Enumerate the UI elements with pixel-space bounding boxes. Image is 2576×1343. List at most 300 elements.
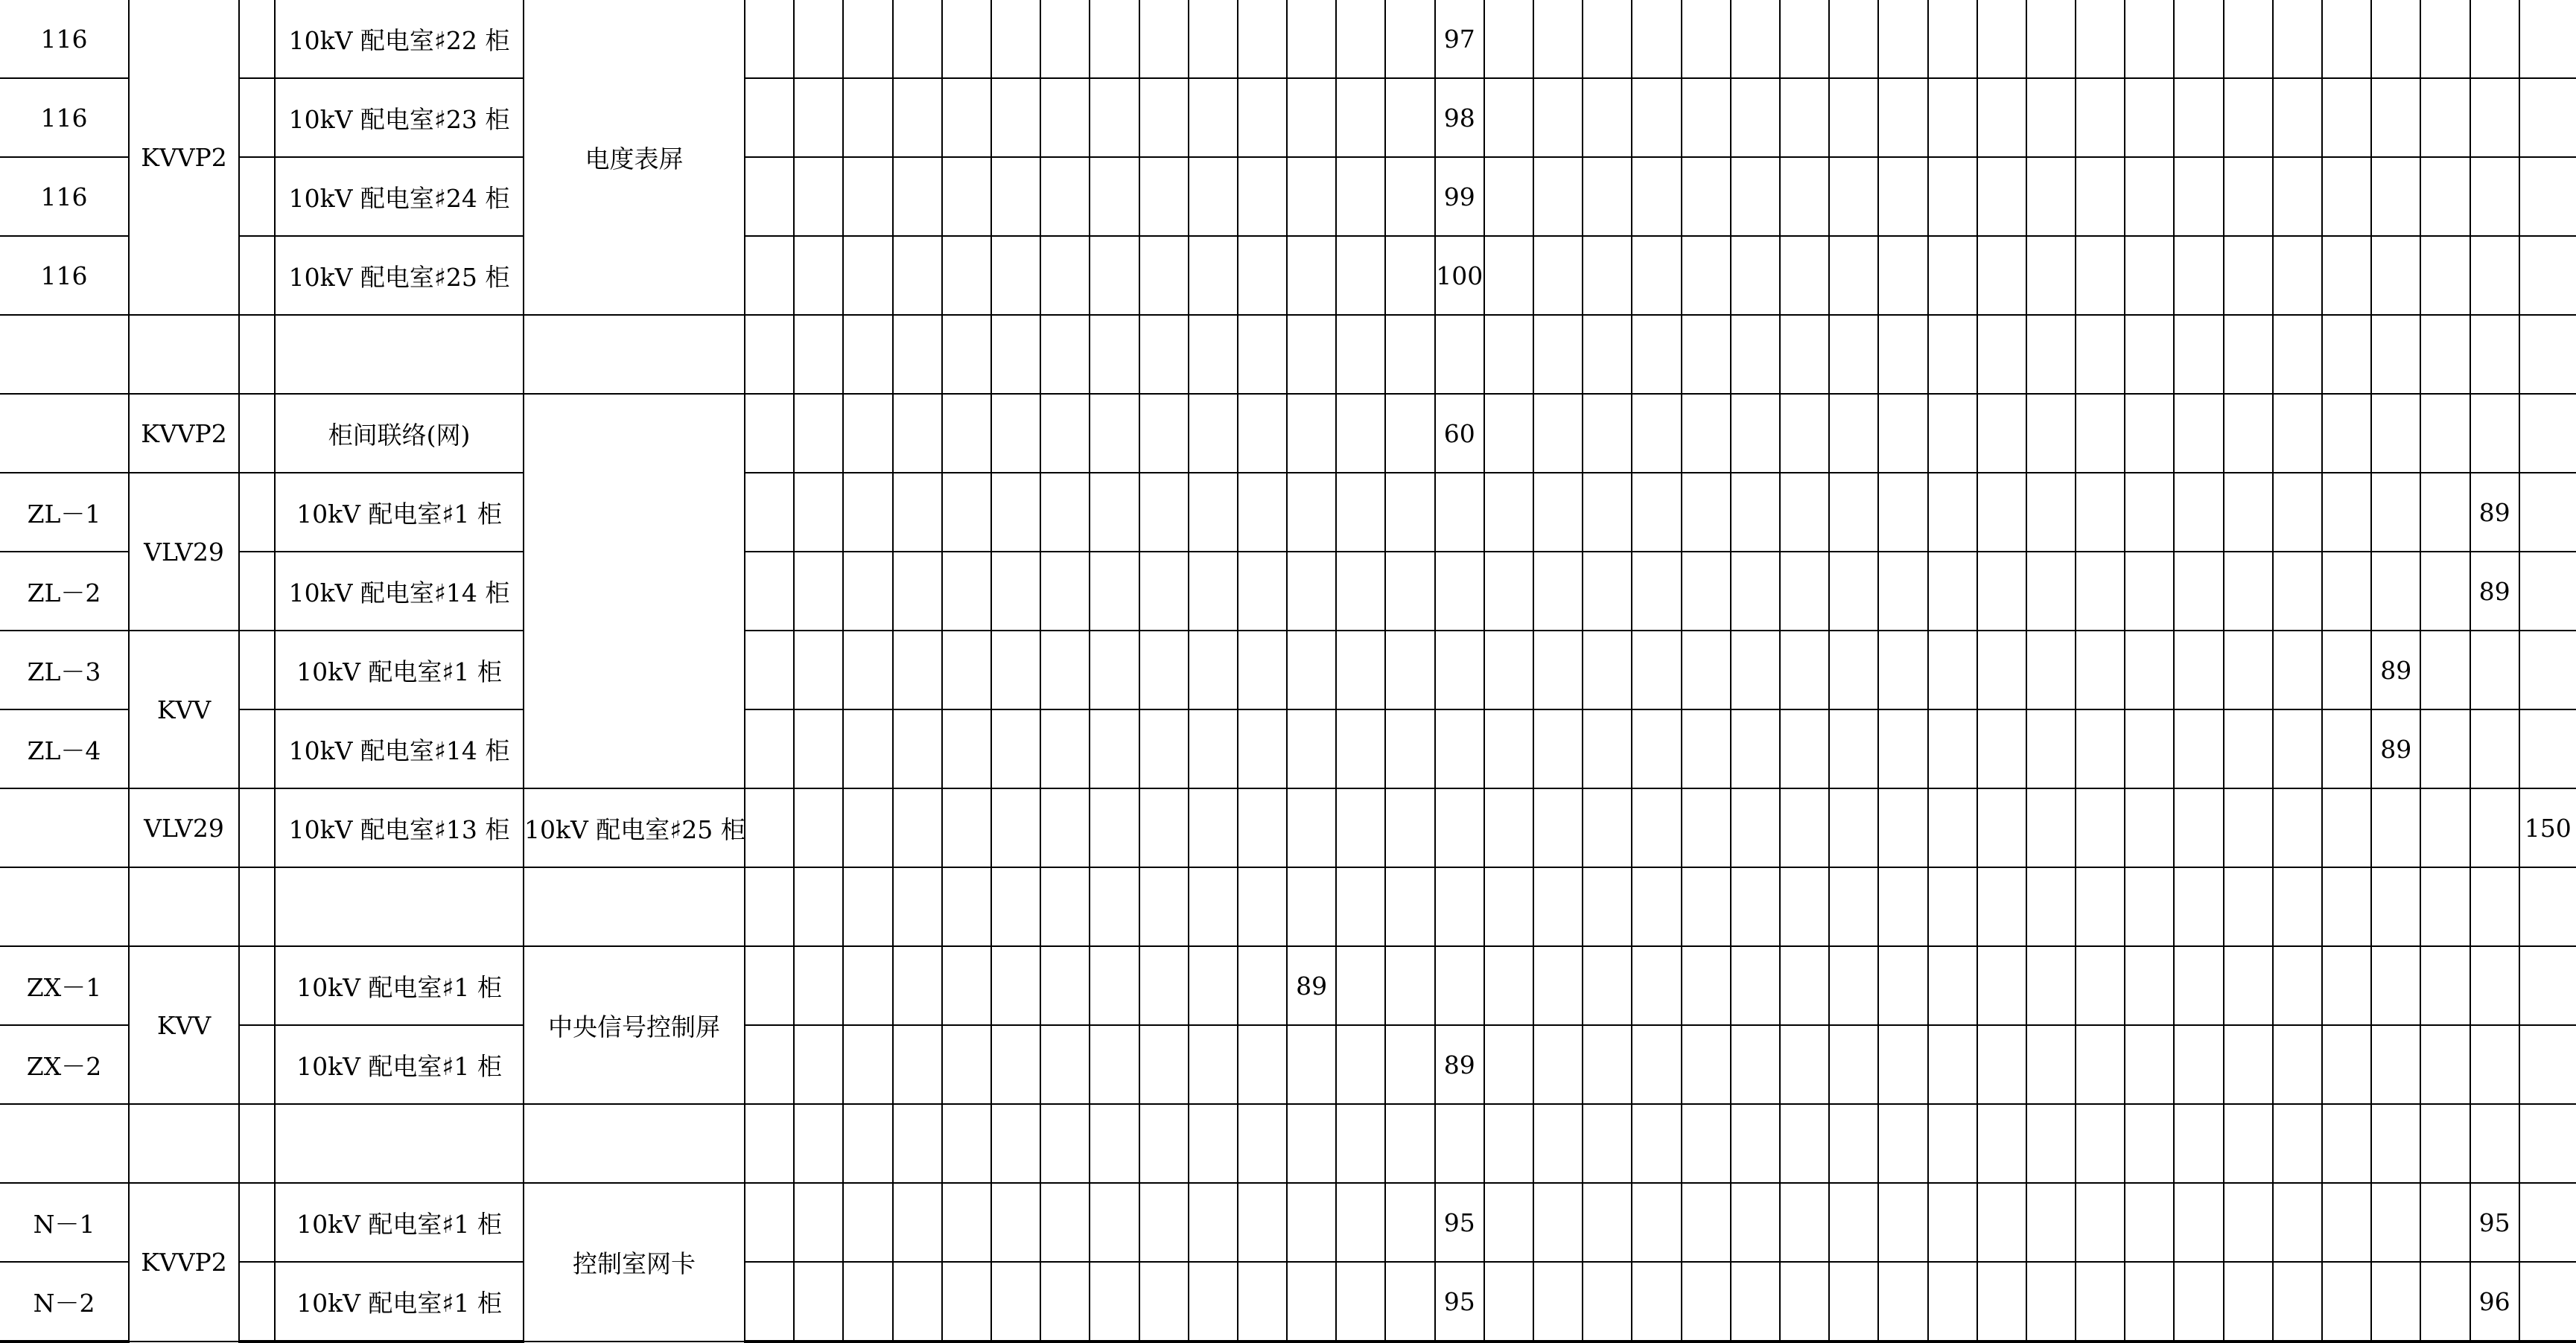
value-cell [1435, 552, 1484, 631]
value-cell [991, 1104, 1040, 1183]
value-cell [1385, 78, 1434, 157]
value-cell [1139, 157, 1189, 236]
from-cell: 10kV 配电室♯1 柜 [275, 631, 524, 709]
value-cell [1583, 552, 1632, 631]
value-cell [745, 473, 794, 552]
value-cell [2420, 631, 2470, 709]
value-cell [2174, 552, 2223, 631]
value-cell [2420, 157, 2470, 236]
value-cell [1977, 315, 2026, 394]
value-cell [2174, 473, 2223, 552]
value-cell [1336, 0, 1385, 78]
value-cell [2174, 0, 2223, 78]
from-cell: 10kV 配电室♯1 柜 [275, 946, 524, 1025]
value-cell [1040, 1025, 1090, 1104]
table-row [0, 946, 2576, 1025]
value-cell [2420, 788, 2470, 867]
value-cell [2519, 1025, 2576, 1104]
value-cell [1533, 473, 1583, 552]
value-cell [1385, 1025, 1434, 1104]
value-cell [1632, 788, 1681, 867]
value-cell [2125, 78, 2174, 157]
value-cell [2420, 1025, 2470, 1104]
value-cell [2470, 157, 2519, 236]
value-cell [745, 394, 794, 473]
value-cell [2174, 78, 2223, 157]
value-cell [843, 788, 892, 867]
to-cell: 控制室网卡 [524, 1183, 745, 1342]
length-value-cell: 95 [1435, 1183, 1484, 1262]
value-cell [1682, 157, 1731, 236]
value-cell [942, 78, 991, 157]
value-cell [2519, 946, 2576, 1025]
value-cell [2026, 1262, 2076, 1342]
value-cell [794, 78, 843, 157]
value-cell [942, 236, 991, 315]
value-cell [1878, 552, 1927, 631]
value-cell [2420, 315, 2470, 394]
value-cell [2371, 1104, 2420, 1183]
value-cell [1189, 552, 1238, 631]
value-cell [1533, 0, 1583, 78]
value-cell [1139, 1262, 1189, 1342]
value-cell [1928, 473, 1977, 552]
value-cell [1977, 1104, 2026, 1183]
blank-cell [239, 157, 275, 236]
value-cell [2322, 867, 2371, 946]
value-cell [2470, 1104, 2519, 1183]
value-cell [1090, 1104, 1139, 1183]
value-cell [843, 394, 892, 473]
value-cell [1385, 552, 1434, 631]
value-cell [2519, 473, 2576, 552]
cable-type-cell: KVVP2 [129, 1183, 239, 1342]
value-cell [1336, 157, 1385, 236]
value-cell [1928, 709, 1977, 788]
value-cell [1780, 78, 1829, 157]
value-cell [2470, 709, 2519, 788]
value-cell [1780, 788, 1829, 867]
value-cell [2519, 631, 2576, 709]
value-cell [1829, 1183, 1878, 1262]
value-cell [1632, 1104, 1681, 1183]
value-cell [1583, 394, 1632, 473]
value-cell [1829, 867, 1878, 946]
value-cell [1731, 315, 1780, 394]
value-cell [2174, 788, 2223, 867]
value-cell [1484, 1262, 1533, 1342]
value-cell [1977, 709, 2026, 788]
value-cell [1780, 1025, 1829, 1104]
value-cell [2026, 473, 2076, 552]
value-cell [1533, 867, 1583, 946]
value-cell [893, 315, 942, 394]
value-cell [1189, 473, 1238, 552]
value-cell [2420, 867, 2470, 946]
value-cell [1928, 1104, 1977, 1183]
value-cell [1878, 315, 1927, 394]
value-cell [1829, 394, 1878, 473]
value-cell [745, 1104, 794, 1183]
value-cell [1731, 552, 1780, 631]
value-cell [1977, 788, 2026, 867]
value-cell [1731, 709, 1780, 788]
length-value-cell: 150 [2519, 788, 2576, 867]
length-value-cell: 100 [1435, 236, 1484, 315]
value-cell [2125, 709, 2174, 788]
value-cell [1040, 946, 1090, 1025]
value-cell [1238, 788, 1287, 867]
value-cell [1336, 788, 1385, 867]
value-cell [794, 157, 843, 236]
value-cell [1287, 552, 1336, 631]
value-cell [1090, 1025, 1139, 1104]
value-cell [1189, 315, 1238, 394]
to-cell [524, 315, 745, 394]
value-cell [1385, 788, 1434, 867]
value-cell [1139, 1025, 1189, 1104]
value-cell [1829, 78, 1878, 157]
value-cell [1878, 157, 1927, 236]
length-value-cell: 89 [2470, 552, 2519, 631]
value-cell [1336, 315, 1385, 394]
value-cell [2174, 867, 2223, 946]
blank-cell [239, 78, 275, 157]
cable-no-cell: ZL－2 [0, 552, 129, 631]
value-cell [991, 631, 1040, 709]
value-cell [2224, 473, 2273, 552]
value-cell [1287, 1183, 1336, 1262]
value-cell [2174, 236, 2223, 315]
value-cell [1928, 788, 1977, 867]
value-cell [1731, 788, 1780, 867]
value-cell [1385, 631, 1434, 709]
value-cell [1682, 236, 1731, 315]
value-cell [1484, 78, 1533, 157]
value-cell [1731, 1104, 1780, 1183]
value-cell [1583, 78, 1632, 157]
value-cell [1385, 473, 1434, 552]
value-cell [1928, 394, 1977, 473]
value-cell [2322, 473, 2371, 552]
value-cell [1090, 1183, 1139, 1262]
value-cell [2322, 1025, 2371, 1104]
value-cell [2076, 1104, 2125, 1183]
blank-cell [239, 946, 275, 1025]
value-cell [2224, 788, 2273, 867]
value-cell [1090, 631, 1139, 709]
value-cell [1731, 157, 1780, 236]
length-value-cell: 98 [1435, 78, 1484, 157]
value-cell [843, 1262, 892, 1342]
value-cell [745, 0, 794, 78]
value-cell [2322, 1183, 2371, 1262]
blank-cell [239, 631, 275, 709]
value-cell [1336, 946, 1385, 1025]
value-cell [1632, 552, 1681, 631]
value-cell [2273, 552, 2322, 631]
value-cell [1336, 867, 1385, 946]
table-row [0, 1183, 2576, 1262]
value-cell [843, 1104, 892, 1183]
blank-cell [239, 473, 275, 552]
value-cell [2519, 1262, 2576, 1342]
value-cell [1977, 394, 2026, 473]
value-cell [1040, 0, 1090, 78]
value-cell [2076, 394, 2125, 473]
value-cell [1583, 157, 1632, 236]
value-cell [2322, 315, 2371, 394]
value-cell [1533, 1025, 1583, 1104]
value-cell [1336, 473, 1385, 552]
value-cell [1287, 631, 1336, 709]
value-cell [893, 946, 942, 1025]
value-cell [1090, 0, 1139, 78]
value-cell [745, 946, 794, 1025]
value-cell [2519, 394, 2576, 473]
value-cell [1977, 78, 2026, 157]
value-cell [1484, 946, 1533, 1025]
value-cell [1189, 0, 1238, 78]
value-cell [2026, 1104, 2076, 1183]
value-cell [1090, 867, 1139, 946]
value-cell [1533, 157, 1583, 236]
value-cell [843, 946, 892, 1025]
value-cell [2026, 631, 2076, 709]
value-cell [745, 315, 794, 394]
value-cell [1287, 1104, 1336, 1183]
value-cell [1632, 867, 1681, 946]
value-cell [893, 394, 942, 473]
value-cell [1682, 867, 1731, 946]
value-cell [2273, 1025, 2322, 1104]
value-cell [1632, 1025, 1681, 1104]
value-cell [745, 1025, 794, 1104]
value-cell [2174, 709, 2223, 788]
value-cell [1435, 631, 1484, 709]
value-cell [1484, 473, 1533, 552]
value-cell [2224, 946, 2273, 1025]
cable-type-cell: KVV [129, 946, 239, 1104]
value-cell [2174, 157, 2223, 236]
value-cell [1928, 552, 1977, 631]
cable-no-cell: 116 [0, 0, 129, 78]
value-cell [1682, 552, 1731, 631]
value-cell [893, 631, 942, 709]
value-cell [1682, 788, 1731, 867]
value-cell [2125, 788, 2174, 867]
value-cell [2519, 709, 2576, 788]
blank-cell [239, 1025, 275, 1104]
value-cell [2224, 78, 2273, 157]
value-cell [1780, 552, 1829, 631]
value-cell [2371, 1262, 2420, 1342]
value-cell [2371, 394, 2420, 473]
value-cell [1878, 867, 1927, 946]
value-cell [794, 1104, 843, 1183]
value-cell [2076, 315, 2125, 394]
value-cell [745, 78, 794, 157]
value-cell [794, 315, 843, 394]
length-value-cell: 89 [2371, 631, 2420, 709]
value-cell [1189, 1104, 1238, 1183]
value-cell [1336, 394, 1385, 473]
value-cell [2371, 1025, 2420, 1104]
cable-no-cell [0, 867, 129, 946]
value-cell [1977, 867, 2026, 946]
value-cell [2125, 1183, 2174, 1262]
table-row [0, 394, 2576, 473]
value-cell [1878, 946, 1927, 1025]
value-cell [1682, 315, 1731, 394]
value-cell [1189, 157, 1238, 236]
value-cell [843, 78, 892, 157]
value-cell [1533, 236, 1583, 315]
value-cell [1484, 1183, 1533, 1262]
value-cell [1238, 1183, 1287, 1262]
from-cell: 10kV 配电室♯25 柜 [275, 236, 524, 315]
from-cell: 柜间联络(网) [275, 394, 524, 473]
value-cell [893, 1025, 942, 1104]
to-cell: 电度表屏 [524, 0, 745, 315]
value-cell [1829, 315, 1878, 394]
value-cell [1731, 473, 1780, 552]
value-cell [1533, 1104, 1583, 1183]
value-cell [1829, 552, 1878, 631]
value-cell [1484, 394, 1533, 473]
value-cell [1336, 78, 1385, 157]
value-cell [2273, 78, 2322, 157]
value-cell [893, 788, 942, 867]
table-row [0, 867, 2576, 946]
value-cell [1090, 78, 1139, 157]
value-cell [2076, 631, 2125, 709]
value-cell [1385, 709, 1434, 788]
value-cell [1583, 946, 1632, 1025]
value-cell [1878, 473, 1927, 552]
value-cell [1533, 394, 1583, 473]
value-cell [2224, 1104, 2273, 1183]
value-cell [1189, 1025, 1238, 1104]
value-cell [1287, 157, 1336, 236]
value-cell [1829, 1262, 1878, 1342]
value-cell [2224, 394, 2273, 473]
value-cell [2174, 631, 2223, 709]
value-cell [1385, 1183, 1434, 1262]
from-cell: 10kV 配电室♯24 柜 [275, 157, 524, 236]
value-cell [1287, 788, 1336, 867]
value-cell [1040, 394, 1090, 473]
value-cell [1189, 394, 1238, 473]
value-cell [1139, 394, 1189, 473]
value-cell [1928, 315, 1977, 394]
value-cell [942, 552, 991, 631]
value-cell [2322, 788, 2371, 867]
value-cell [1484, 0, 1533, 78]
value-cell [991, 1025, 1040, 1104]
value-cell [1385, 394, 1434, 473]
blank-cell [239, 236, 275, 315]
value-cell [2519, 78, 2576, 157]
value-cell [2371, 0, 2420, 78]
value-cell [1040, 1183, 1090, 1262]
from-cell [275, 315, 524, 394]
value-cell [1878, 1183, 1927, 1262]
value-cell [1583, 867, 1632, 946]
cable-type-cell [129, 1104, 239, 1183]
value-cell [2470, 788, 2519, 867]
value-cell [1928, 1183, 1977, 1262]
value-cell [1238, 709, 1287, 788]
cable-no-cell [0, 394, 129, 473]
table-row [0, 1104, 2576, 1183]
value-cell [2076, 473, 2125, 552]
value-cell [942, 709, 991, 788]
value-cell [1780, 473, 1829, 552]
value-cell [2519, 157, 2576, 236]
value-cell [745, 788, 794, 867]
value-cell [893, 236, 942, 315]
value-cell [1484, 315, 1533, 394]
value-cell [2420, 1104, 2470, 1183]
value-cell [991, 946, 1040, 1025]
from-cell: 10kV 配电室♯14 柜 [275, 552, 524, 631]
value-cell [1977, 1262, 2026, 1342]
value-cell [1583, 1025, 1632, 1104]
value-cell [2273, 631, 2322, 709]
value-cell [1287, 0, 1336, 78]
value-cell [2026, 788, 2076, 867]
value-cell [1878, 709, 1927, 788]
value-cell [2174, 946, 2223, 1025]
value-cell [2371, 867, 2420, 946]
value-cell [1533, 788, 1583, 867]
value-cell [1139, 236, 1189, 315]
value-cell [1040, 788, 1090, 867]
value-cell [1287, 1262, 1336, 1342]
value-cell [843, 0, 892, 78]
value-cell [991, 709, 1040, 788]
value-cell [991, 315, 1040, 394]
value-cell [1829, 473, 1878, 552]
value-cell [2076, 1183, 2125, 1262]
value-cell [1878, 631, 1927, 709]
value-cell [2273, 315, 2322, 394]
blank-cell [239, 867, 275, 946]
value-cell [2470, 0, 2519, 78]
value-cell [1484, 1025, 1533, 1104]
value-cell [1533, 78, 1583, 157]
value-cell [1632, 315, 1681, 394]
value-cell [1139, 473, 1189, 552]
value-cell [1583, 315, 1632, 394]
length-value-cell: 95 [1435, 1262, 1484, 1342]
value-cell [2076, 78, 2125, 157]
value-cell [2273, 1183, 2322, 1262]
value-cell [2224, 1183, 2273, 1262]
value-cell [2026, 867, 2076, 946]
value-cell [1139, 552, 1189, 631]
value-cell [1533, 709, 1583, 788]
value-cell [2026, 315, 2076, 394]
value-cell [2322, 236, 2371, 315]
value-cell [2125, 236, 2174, 315]
value-cell [1829, 0, 1878, 78]
value-cell [843, 867, 892, 946]
value-cell [2076, 552, 2125, 631]
value-cell [2519, 0, 2576, 78]
value-cell [1287, 78, 1336, 157]
